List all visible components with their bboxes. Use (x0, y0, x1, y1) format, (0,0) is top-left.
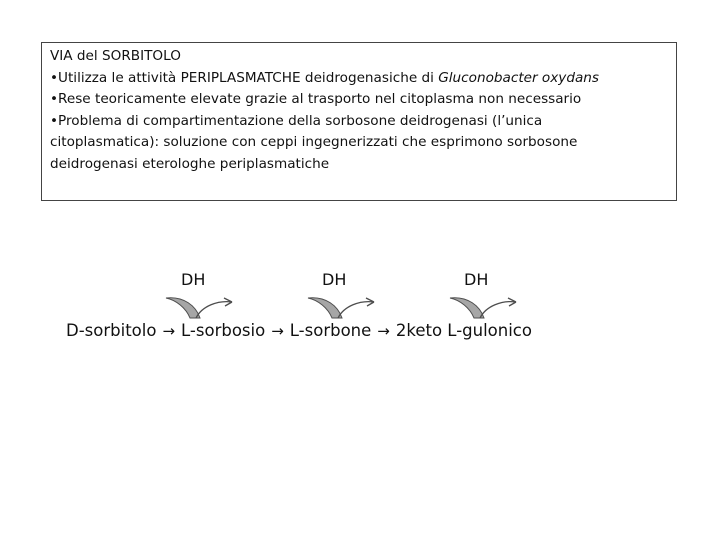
bullet-1-text: •Utilizza le attività PERIPLASMATCHE deidrogenasiche di (50, 69, 439, 86)
organism-name: Gluconobacter oxydans (438, 69, 599, 86)
bullet-3-line-3: deidrogenasi eterologhe periplasmatiche (50, 155, 330, 172)
enzyme-label-dh-2: DH (322, 270, 347, 289)
compound-2keto-l-gulonico: 2keto L-gulonico (395, 321, 532, 340)
enzyme-label-dh-1: DH (181, 270, 206, 289)
compound-d-sorbitolo: D-sorbitolo (66, 321, 157, 340)
enzyme-label-dh-3: DH (464, 270, 489, 289)
curved-arrow-icon-3 (450, 298, 516, 318)
reaction-chain (66, 321, 532, 340)
curved-arrow-icon-1 (166, 298, 232, 318)
curved-arrow-icon-2 (308, 298, 374, 318)
compound-l-sorbosio: L-sorbosio (181, 321, 266, 340)
reaction-arrow-icon: → (162, 322, 176, 340)
reaction-arrow-icon: → (271, 322, 284, 340)
bullet-3-line-1: •Problema di compartimentazione della sorbosone deidrogenasi (l’unica (50, 112, 543, 129)
textbox-title: VIA del SORBITOLO (50, 48, 181, 64)
reaction-arrow-icon: → (377, 322, 390, 340)
compound-l-sorbone: L-sorbone (289, 321, 372, 340)
bullet-2: •Rese teoricamente elevate grazie al trasporto nel citoplasma non necessario (50, 91, 582, 107)
bullet-3-line-2: citoplasmatica): soluzione con ceppi ingegnerizzati che esprimono sorbosone (50, 134, 578, 150)
